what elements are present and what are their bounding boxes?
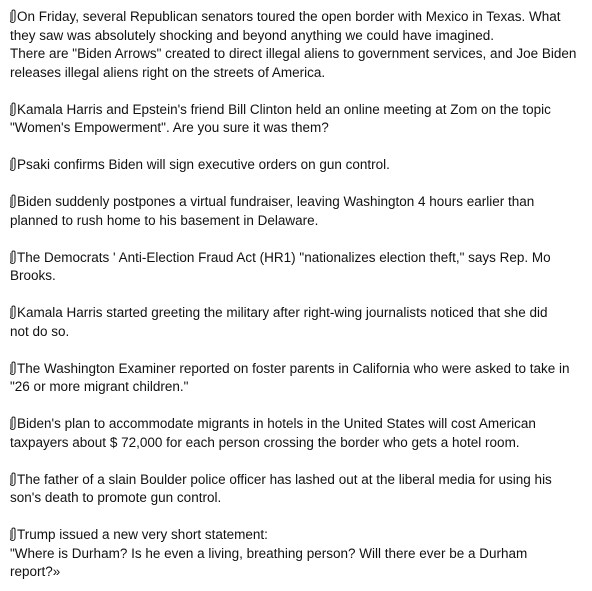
- news-item: [10, 8, 582, 82]
- news-line: The Washington Examiner reported on foster parents in California who were asked to take in: [10, 360, 582, 379]
- paperclip-icon: [10, 156, 16, 171]
- news-line: planned to rush home to his basement in Delaware.: [10, 212, 319, 228]
- news-line: "26 or more migrant children.": [10, 379, 189, 394]
- news-line: releases illegal aliens right on the streets of America.: [10, 64, 326, 80]
- news-line: There are "Biden Arrows" created to direct illegal aliens to government services, and Joe Biden: [10, 46, 577, 61]
- news-item: [10, 304, 582, 341]
- news-item: [10, 249, 582, 286]
- paperclip-icon: [10, 249, 16, 264]
- news-item: [10, 471, 582, 508]
- news-line: report?»: [10, 564, 61, 579]
- paperclip-icon: [10, 360, 16, 375]
- news-line: The father of a slain Boulder police officer has lashed out at the liberal media for using his: [10, 471, 582, 490]
- paperclip-icon: [10, 304, 16, 319]
- news-line: Trump issued a new very short statement:: [10, 526, 582, 545]
- paperclip-icon: [10, 526, 16, 541]
- news-line: taxpayers about $ 72,000 for each person crossing the border who gets a hotel room.: [10, 434, 520, 450]
- news-line: Biden's plan to accommodate migrants in hotels in the United States will cost American: [10, 415, 582, 434]
- news-line: The Democrats ' Anti-Election Fraud Act (HR1) "nationalizes election theft," says Rep. Mo: [10, 249, 582, 268]
- news-item: [10, 526, 582, 582]
- news-line: they saw was absolutely shocking and beyond anything we could have imagined.: [10, 27, 495, 43]
- news-line: Biden suddenly postpones a virtual fundraiser, leaving Washington 4 hours earlier than: [10, 193, 582, 212]
- news-item: [10, 360, 582, 397]
- news-line: Brooks.: [10, 268, 56, 283]
- news-line: not do so.: [10, 323, 70, 339]
- paperclip-icon: [10, 415, 16, 430]
- paperclip-icon: [10, 193, 16, 208]
- news-item: [10, 101, 582, 138]
- news-line: "Women's Empowerment". Are you sure it was them?: [10, 120, 329, 135]
- news-item: [10, 415, 582, 452]
- paperclip-icon: [10, 8, 16, 23]
- paperclip-icon: [10, 471, 16, 486]
- news-line: On Friday, several Republican senators toured the open border with Mexico in Texas. What: [10, 8, 582, 27]
- news-line: "Where is Durham? Is he even a living, breathing person? Will there ever be a Durham: [10, 545, 528, 561]
- news-line: son's death to promote gun control.: [10, 490, 222, 505]
- news-line: Kamala Harris started greeting the military after right-wing journalists noticed that she did: [10, 304, 582, 323]
- news-line: Psaki confirms Biden will sign executive orders on gun control.: [10, 156, 582, 175]
- news-item: [10, 193, 582, 230]
- news-item: [10, 156, 582, 175]
- news-line: Kamala Harris and Epstein's friend Bill Clinton held an online meeting at Zom on the topic: [10, 101, 582, 120]
- paperclip-icon: [10, 101, 16, 116]
